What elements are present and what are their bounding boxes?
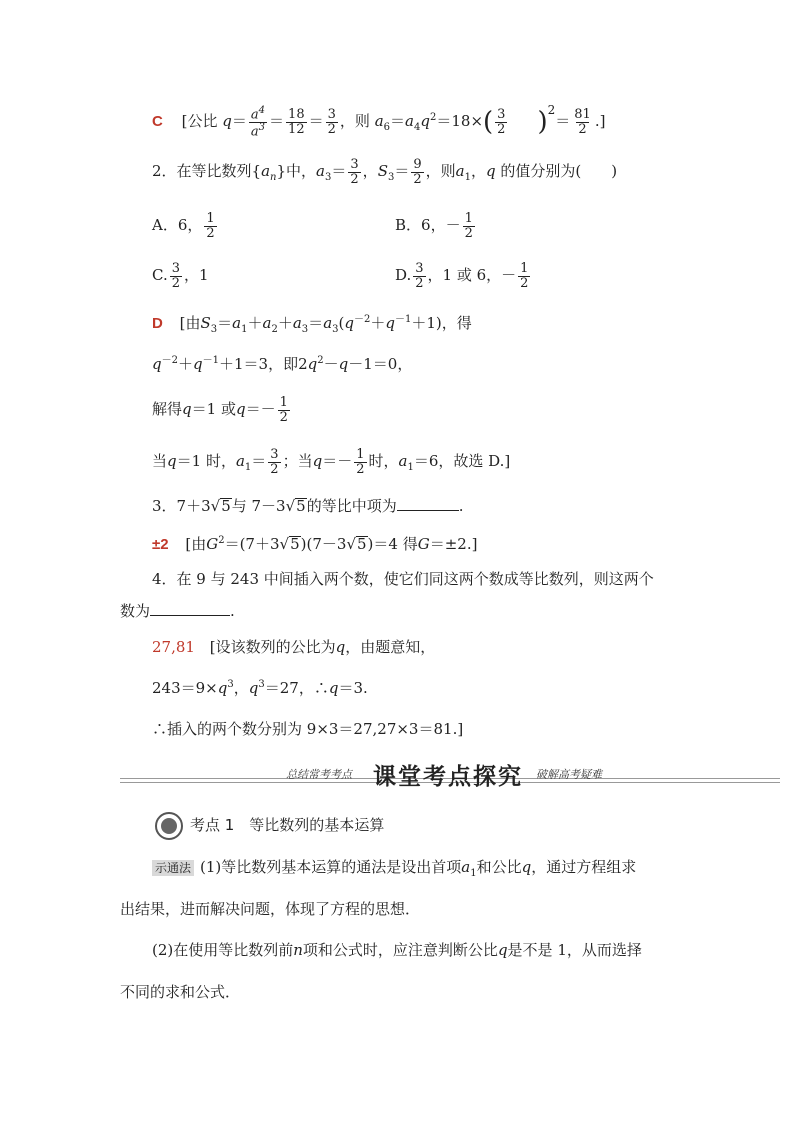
section-banner <box>120 756 780 788</box>
q4-stem-line2 <box>120 604 235 619</box>
q2-stem: 2．在等比数列$\{a_n\}$中，$a_3=$ $\frac{3}{2}$ ，$S_3=$ $\frac{9}{2}$ ，则$a_1$，q 的值分别为( ) <box>152 157 618 187</box>
text: 和公比 <box>476 858 522 876</box>
text: [由 <box>179 314 201 332</box>
text: .] <box>594 112 606 130</box>
text: 项和公式时，应注意判断公比 <box>302 941 498 959</box>
text: 2．在等比数列{ <box>152 162 262 181</box>
text: C. <box>152 266 168 285</box>
text: 与 7－3 <box>231 497 286 515</box>
text: 时， <box>205 452 236 471</box>
text: 当 <box>152 452 168 471</box>
text: ∴插入的两个数分别为 9×3＝27,27×3＝81.] <box>152 720 464 738</box>
text: 是不是 1，从而选择 <box>507 941 642 959</box>
fraction: $\frac{1}{2}$ <box>356 447 365 477</box>
fraction: $\frac{18}{12}$ <box>288 106 305 137</box>
text: 出结果，进而解决问题，体现了方程的思想． <box>120 900 421 918</box>
text: ，故选 D.] <box>438 452 511 471</box>
text: ，1 <box>184 266 209 285</box>
q2-answer-line4: 当q＝1 时，$a_1=$ $\frac{3}{2}$ ；当q＝－ $\frac{1}{2}$ 时，$a_1=6$，故选 D.] <box>152 447 511 477</box>
answer-value: 27,81 <box>152 638 195 656</box>
fraction: $\frac{1}{2}$ <box>279 395 288 425</box>
answer-letter: D <box>152 315 163 332</box>
fraction: $\frac{3}{2}$ <box>497 106 506 137</box>
q4-answer-line1: 27,81 [设该数列的公比为q，由题意知， <box>152 638 436 656</box>
text: 时， <box>368 452 399 471</box>
answer-letter: C <box>152 113 163 130</box>
math: q <box>222 112 232 130</box>
text: 3．7＋3 <box>152 497 211 515</box>
text: [由 <box>185 535 207 553</box>
fraction: $\frac{3}{2}$ <box>415 261 424 291</box>
text: ；当 <box>282 452 313 471</box>
text: 的值分别为( ) <box>500 162 618 181</box>
tongfa-p1-line1: 示通法 (1)等比数列基本运算的通法是设出首项$a_1$和公比q，通过方程组求 <box>152 860 636 879</box>
text: ，即 <box>268 355 299 373</box>
kaodian-title <box>190 818 384 833</box>
fraction: $\frac{3}{2}$ <box>270 447 279 477</box>
fraction: $\frac{3}{2}$ <box>350 157 359 187</box>
option-d <box>395 262 532 290</box>
text: . <box>458 497 464 515</box>
text: ，则 <box>339 112 370 130</box>
q2-answer-line3: 解得q＝1 或q＝－ $\frac{1}{2}$ <box>152 395 288 425</box>
text: . <box>230 602 235 620</box>
q1-answer-line: C [公比 q＝ $\frac{a^4}{a^3}$ ＝ $\frac{18}{12}$ ＝ $\frac{3}{2}$ ，则 $a_6=a_4q^2=18\times$( $\frac{3}{2}$ )$^2$＝ $\frac{81}{2}$ .] <box>152 103 606 139</box>
banner-title: 课堂考点探究 <box>373 764 523 790</box>
fraction: $\frac{1}{2}$ <box>206 211 215 241</box>
answer-value: ±2 <box>152 536 169 553</box>
tongfa-badge: 示通法 <box>152 860 194 876</box>
fraction: $\frac{a^4}{a^3}$ <box>250 104 266 139</box>
text: ，通过方程组求 <box>531 858 637 876</box>
text: 4．在 9 与 243 中间插入两个数，使它们同这两个数成等比数列，则这两个 <box>152 570 654 588</box>
tongfa-p2-line1: (2)在使用等比数列前n项和公式时，应注意判断公比q是不是 1，从而选择 <box>152 941 642 959</box>
tongfa-p2-line2 <box>120 985 240 1000</box>
fraction: $\frac{3}{2}$ <box>171 261 180 291</box>
text: [公比 <box>181 112 218 130</box>
math: a <box>405 112 414 130</box>
fraction: $\frac{3}{2}$ <box>327 106 336 137</box>
text: ，由题意知， <box>345 638 436 656</box>
text: ，则 <box>425 162 456 181</box>
answer-blank <box>397 510 459 511</box>
text: D. <box>395 266 412 285</box>
q4-answer-line3 <box>152 722 463 737</box>
fraction: $\frac{1}{2}$ <box>464 211 473 241</box>
text: 数为 <box>120 602 151 620</box>
text: (2)在使用等比数列前 <box>152 941 294 959</box>
text: 的等比中项为 <box>306 497 397 515</box>
text: .] <box>466 535 478 553</box>
text: ，∴ <box>298 679 329 697</box>
text: }中， <box>276 162 317 181</box>
text: 或 <box>220 400 236 419</box>
option-c <box>152 262 209 290</box>
text: 考点 1 等比数列的基本运算 <box>190 816 385 834</box>
text: B．6，－ <box>395 216 461 235</box>
fraction: $\frac{81}{2}$ <box>574 106 591 137</box>
fraction: $\frac{9}{2}$ <box>413 157 422 187</box>
banner-right-text: 破解高考疑难 <box>536 768 602 781</box>
text: A．6， <box>152 216 203 235</box>
text: (1)等比数列基本运算的通法是设出首项 <box>200 858 462 876</box>
option-a <box>152 212 219 240</box>
answer-blank <box>150 615 230 616</box>
kaodian-circle-icon <box>155 812 183 840</box>
text: 不同的求和公式． <box>120 983 241 1001</box>
q2-answer-line1: D [由$S_3=a_1+a_2+a_3=a_3(q^{-2}+q^{-1}+1)$，得 <box>152 314 472 335</box>
option-b <box>395 212 477 240</box>
text: 得 <box>402 535 418 553</box>
text: 18× <box>451 112 484 130</box>
tongfa-p1-line2 <box>120 902 420 917</box>
q3-stem: 3．7＋3√5与 7－3√5的等比中项为 . <box>152 497 464 515</box>
banner-left-text: 总结常考考点 <box>286 768 352 781</box>
text: [设该数列的公比为 <box>209 638 336 656</box>
text: ，1 或 6，－ <box>427 266 517 285</box>
text: ，得 <box>441 314 472 332</box>
text: 解得 <box>152 400 183 419</box>
q4-stem-line1 <box>152 572 654 587</box>
q2-answer-line2: $q^{-2}+q^{-1}+1=3$，即$2q^2-q-1=0$， <box>152 355 413 373</box>
q4-answer-line2: $243=9\times q^3$，$q^3=27$，∴q＝3. <box>152 679 368 697</box>
fraction: $\frac{1}{2}$ <box>520 261 529 291</box>
q3-answer: ±2 [由$G^2=(7+3√5)(7-3√5)=4$ 得G＝±2.] <box>152 535 478 553</box>
math: a <box>374 112 384 130</box>
